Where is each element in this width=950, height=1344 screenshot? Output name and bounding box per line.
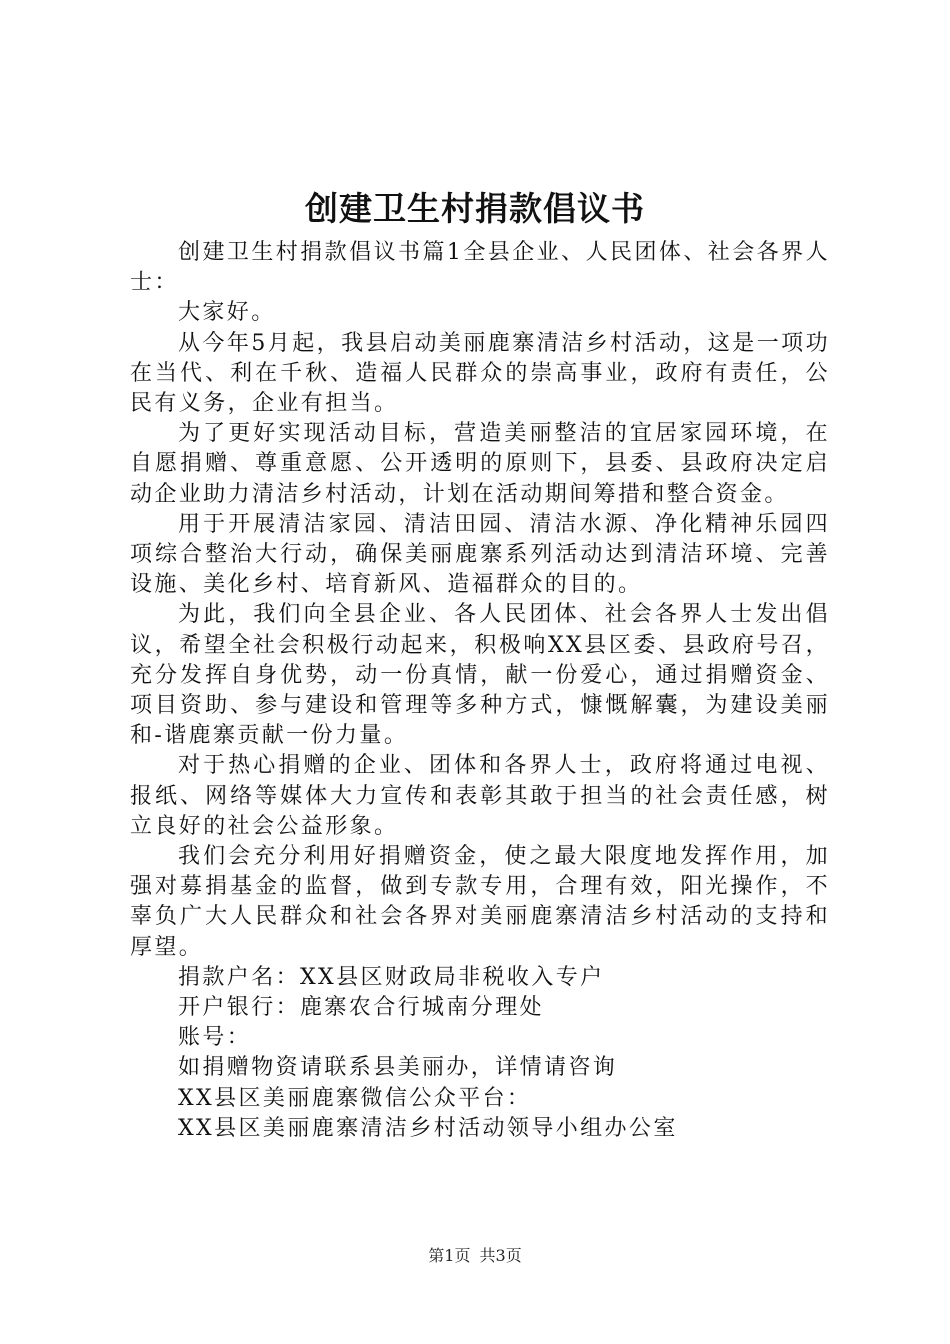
detail-bank: 开户银行：鹿寨农合行城南分理处 [178,995,545,1021]
paragraph: 对于热心捐赠的企业、团体和各界人士，政府将通过电视、报纸、网络等媒体大力宣传和表彰其敢于担当的社会责任感，树立良好的社会公益形象。 [130,753,830,839]
document-title: 创建卫生村捐款倡议书 [305,189,645,228]
paragraph-greeting: 大家好。 [178,300,276,326]
paragraph: 为此，我们向全县企业、各人民团体、社会各界人士发出倡议，希望全社会积极行动起来，积极响XX县区委、县政府号召，充分发挥自身优势，动一份真情，献一份爱心，通过捐赠资金、项目资助、参与建设和管理等多种方式，慷慨解囊，为建设美丽和-谐鹿寨贡献一份力量。 [130,602,830,749]
paragraph: 我们会充分利用好捐赠资金，使之最大限度地发挥作用，加强对募捐基金的监督，做到专款专用，合理有效，阳光操作，不辜负广大人民群众和社会各界对美丽鹿寨清洁乡村活动的支持和厚望。 [130,844,830,960]
page-total: 共3页 [479,1246,522,1265]
detail-office: XX县区美丽鹿寨清洁乡村活动领导小组办公室 [178,1115,678,1141]
page-number: 第1页 [428,1246,471,1265]
detail-account-number: 账号： [178,1025,252,1051]
detail-wechat: XX县区美丽鹿寨微信公众平台： [178,1085,532,1111]
detail-account-name: 捐款户名：XX县区财政局非税收入专户 [178,964,605,990]
paragraph-salutation: 创建卫生村捐款倡议书篇1全县企业、人民团体、社会各界人士： [130,240,830,296]
paragraph: 为了更好实现活动目标，营造美丽整洁的宜居家园环境，在自愿捐赠、尊重意愿、公开透明的原则下，县委、县政府决定启动企业助力清洁乡村活动，计划在活动期间筹措和整合资金。 [130,421,830,507]
detail-contact: 如捐赠物资请联系县美丽办，详情请咨询 [178,1055,618,1081]
paragraph: 从今年5月起，我县启动美丽鹿寨清洁乡村活动，这是一项功在当代、利在千秋、造福人民群众的崇高事业，政府有责任，公民有义务，企业有担当。 [130,330,830,417]
page-footer [0,1246,950,1266]
document-body [130,238,830,1144]
paragraph: 用于开展清洁家园、清洁田园、清洁水源、净化精神乐园四项综合整治大行动，确保美丽鹿寨系列活动达到清洁环境、完善设施、美化乡村、培育新风、造福群众的目的。 [130,511,830,598]
